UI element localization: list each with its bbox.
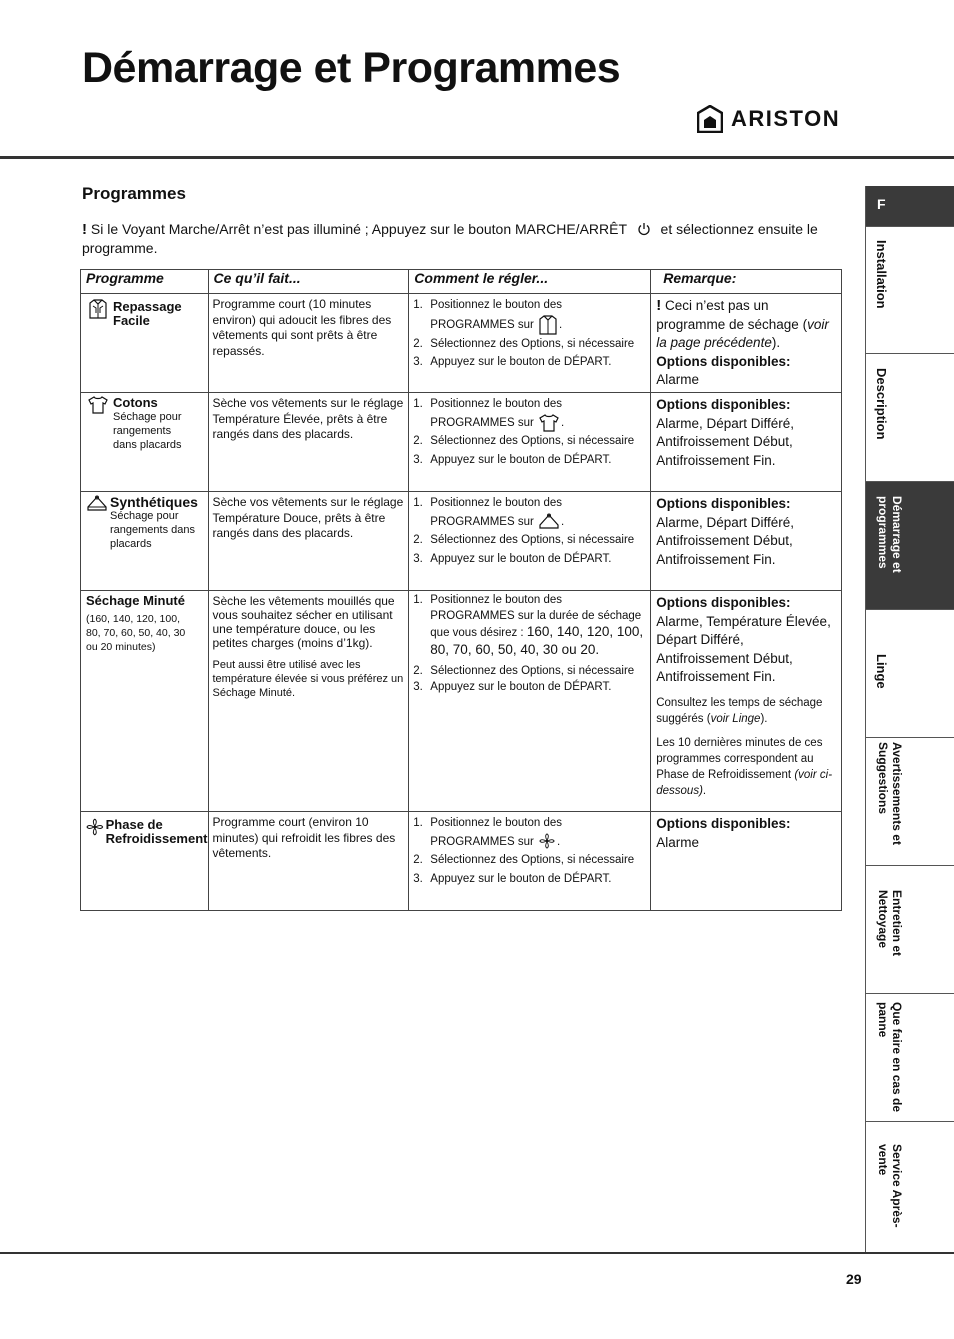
power-icon	[637, 222, 651, 236]
programme-description: Programme court (environ 10 minutes) qui refroidit les fibres des vêtements.	[212, 815, 396, 860]
steps-list	[409, 812, 650, 888]
shirt-icon	[89, 299, 107, 319]
chapter-tab-entretien: Entretien et Nettoyage	[866, 866, 954, 994]
intro-text-before: Si le Voyant Marche/Arrêt n’est pas illuminé ; Appuyez sur le bouton MARCHE/ARRÊT	[90, 221, 627, 237]
remark-cell: ! Ceci n’est pas un programme de séchage (voir la page précédente). Options disponibles: Alarme	[651, 294, 842, 393]
intro-text-after: et sélectionnez ensuite le programme.	[82, 221, 818, 256]
chapter-tab-linge: Linge	[866, 610, 954, 738]
options-label: Options disponibles:	[656, 353, 791, 369]
remark-cell	[651, 812, 842, 911]
tshirt-icon	[539, 414, 559, 432]
description-cell	[208, 591, 409, 812]
house-logo-icon	[697, 105, 723, 133]
chapter-tab-service: Service Après-vente	[876, 1144, 904, 1228]
section-title: Programmes	[82, 184, 186, 203]
steps-cell	[409, 812, 651, 911]
table-row	[81, 591, 842, 812]
programme-name: Synthétiques	[110, 494, 198, 510]
chapter-tab-demarrage: Démarrage et programmes	[866, 482, 954, 610]
programme-cell	[81, 492, 209, 591]
steps-cell	[409, 294, 651, 393]
programme-description: Sèche vos vêtements sur le réglage Température Douce, prêts à être rangés dans des placards.	[212, 495, 404, 540]
description-cell	[208, 294, 409, 393]
brand-name: ARISTON	[731, 106, 841, 131]
programme-cell	[81, 812, 209, 911]
table-row	[81, 294, 842, 393]
chapter-tab-installation: Installation	[866, 226, 954, 354]
step-item: 2. Sélectionnez des Options, si nécessaire	[413, 854, 635, 866]
programme-name: Phase de Refroidissement	[105, 817, 208, 846]
step-item: 3. Appuyez sur le bouton de DÉPART.	[413, 680, 612, 693]
steps-cell	[409, 492, 651, 591]
remark-cell	[651, 492, 842, 591]
remark-reference: (voir ci-dessous)	[656, 768, 833, 797]
step-item: 3. Appuyez sur le bouton de DÉPART.	[413, 552, 612, 565]
table-header-row	[81, 270, 842, 294]
options-label: Options disponibles:	[656, 816, 791, 831]
synthetic-icon	[539, 513, 559, 531]
remark-note: Les 10 dernières minutes de ces programmes correspondent au Phase de Refroidissement (voir ci-dessous).	[656, 736, 833, 797]
steps-cell	[409, 393, 651, 492]
options-list: Alarme, Départ Différé, Antifroissement Début, Antifroissement Fin.	[656, 514, 795, 567]
remark-reference: voir Linge	[710, 712, 761, 725]
remark-cell	[651, 393, 842, 492]
programme-subtitle: (160, 140, 120, 100, 80, 70, 60, 50, 40, 30 ou 20 minutes)	[86, 613, 186, 653]
step-item: 2. Sélectionnez des Options, si nécessaire	[413, 337, 635, 350]
remark-text: Ceci n’est pas un programme de séchage (	[656, 298, 808, 332]
fan-icon	[539, 833, 555, 849]
remark-reference: voir la page précédente	[656, 316, 829, 350]
steps-list	[409, 393, 650, 469]
duration-values: 160, 140, 120, 100, 80, 70, 60, 50, 40, 30 ou 20.	[430, 624, 644, 657]
programme-name: Cotons	[113, 395, 158, 410]
col-header-how: Comment le régler...	[409, 270, 651, 294]
programme-description: Programme court (10 minutes environ) qui adoucit les fibres des vêtements qui sont prêts à être repassés.	[212, 297, 392, 358]
options-label: Options disponibles:	[656, 595, 791, 610]
intro-text	[82, 220, 822, 258]
chapter-sidebar	[865, 186, 954, 1252]
footer-rule	[0, 1252, 954, 1254]
page-title: Démarrage et Programmes	[82, 44, 621, 92]
step-item: 3. Appuyez sur le bouton de DÉPART.	[413, 356, 612, 368]
steps-list	[409, 294, 650, 372]
steps-list	[409, 492, 650, 568]
warning-mark: !	[82, 221, 87, 238]
step-item: 1. Positionnez le bouton des PROGRAMMES sur .	[413, 296, 648, 335]
step-item: 1. Positionnez le bouton des PROGRAMMES sur la durée de séchage que vous désirez : 160, 140, 120, 100, 80, 70, 60, 50, 40, 30 ou 20.	[413, 594, 644, 657]
programme-description: Sèche les vêtements mouillés que vous souhaitez sécher en utilisant une température douce, ou les petites charges (moins d’1kg).	[212, 594, 395, 650]
description-cell	[208, 492, 409, 591]
remark-note: Consultez les temps de séchage suggérés (voir Linge).	[656, 696, 823, 725]
step-item: 3. Appuyez sur le bouton de DÉPART.	[413, 872, 612, 885]
steps-list	[409, 591, 650, 696]
chapter-tab-panne: Que faire en cas de panne	[866, 994, 954, 1122]
step-item: 3. Appuyez sur le bouton de DÉPART.	[413, 453, 612, 466]
brand-logo	[697, 105, 840, 133]
description-cell	[208, 393, 409, 492]
table-row	[81, 812, 842, 911]
remark-cell	[651, 591, 842, 812]
col-header-what: Ce qu’il fait...	[208, 270, 409, 294]
options-list: Alarme, Température Élevée, Départ Différé, Antifroissement Début, Antifroissement Fin.	[656, 613, 831, 684]
header-rule	[0, 156, 954, 159]
step-item: 1. Positionnez le bouton des PROGRAMMES sur .	[413, 494, 648, 531]
programme-note: Peut aussi être utilisé avec les température élevée si vous préférez un Séchage Minuté.	[212, 659, 404, 699]
step-item: 2. Sélectionnez des Options, si nécessaire	[413, 534, 635, 547]
programme-subtitle: Séchage pour rangements dans placards	[113, 411, 182, 451]
shirt-icon	[539, 315, 557, 335]
language-tab: F	[866, 186, 954, 227]
options-label: Options disponibles:	[656, 397, 791, 412]
programme-subtitle: Séchage pour rangements dans placards	[110, 510, 195, 550]
step-item: 1. Positionnez le bouton des PROGRAMMES sur .	[413, 817, 562, 848]
col-header-programme: Programme	[81, 270, 209, 294]
synthetic-icon	[87, 495, 107, 513]
programme-name: Repassage Facile	[113, 299, 182, 328]
programme-cell	[81, 591, 209, 812]
options-label: Options disponibles:	[656, 496, 791, 511]
options-list: Alarme, Départ Différé, Antifroissement Début, Antifroissement Fin.	[656, 415, 795, 468]
table-row	[81, 393, 842, 492]
step-item: 2. Sélectionnez des Options, si nécessaire	[413, 665, 635, 677]
options-list: Alarme	[656, 372, 699, 387]
description-cell	[208, 812, 409, 911]
step-item: 1. Positionnez le bouton des PROGRAMMES sur .	[413, 395, 648, 432]
chapter-tab-description: Description	[866, 354, 954, 482]
tshirt-icon	[88, 396, 108, 414]
col-header-remark: Remarque:	[651, 270, 842, 294]
warning-mark: !	[656, 297, 662, 314]
steps-cell	[409, 591, 651, 812]
fan-icon	[86, 818, 104, 836]
table-row	[81, 492, 842, 591]
programme-description: Sèche vos vêtements sur le réglage Température Élevée, prêts à être rangés dans des placards.	[212, 396, 404, 441]
programme-cell	[81, 393, 209, 492]
programme-name: Séchage Minuté	[86, 593, 185, 608]
step-item: 2. Sélectionnez des Options, si nécessaire	[413, 435, 635, 448]
options-list: Alarme	[656, 834, 699, 850]
page-number: 29	[846, 1271, 862, 1287]
programmes-table	[80, 269, 842, 911]
chapter-tab-avertissements: Avertissements et Suggestions	[866, 738, 954, 866]
programme-cell	[81, 294, 209, 393]
